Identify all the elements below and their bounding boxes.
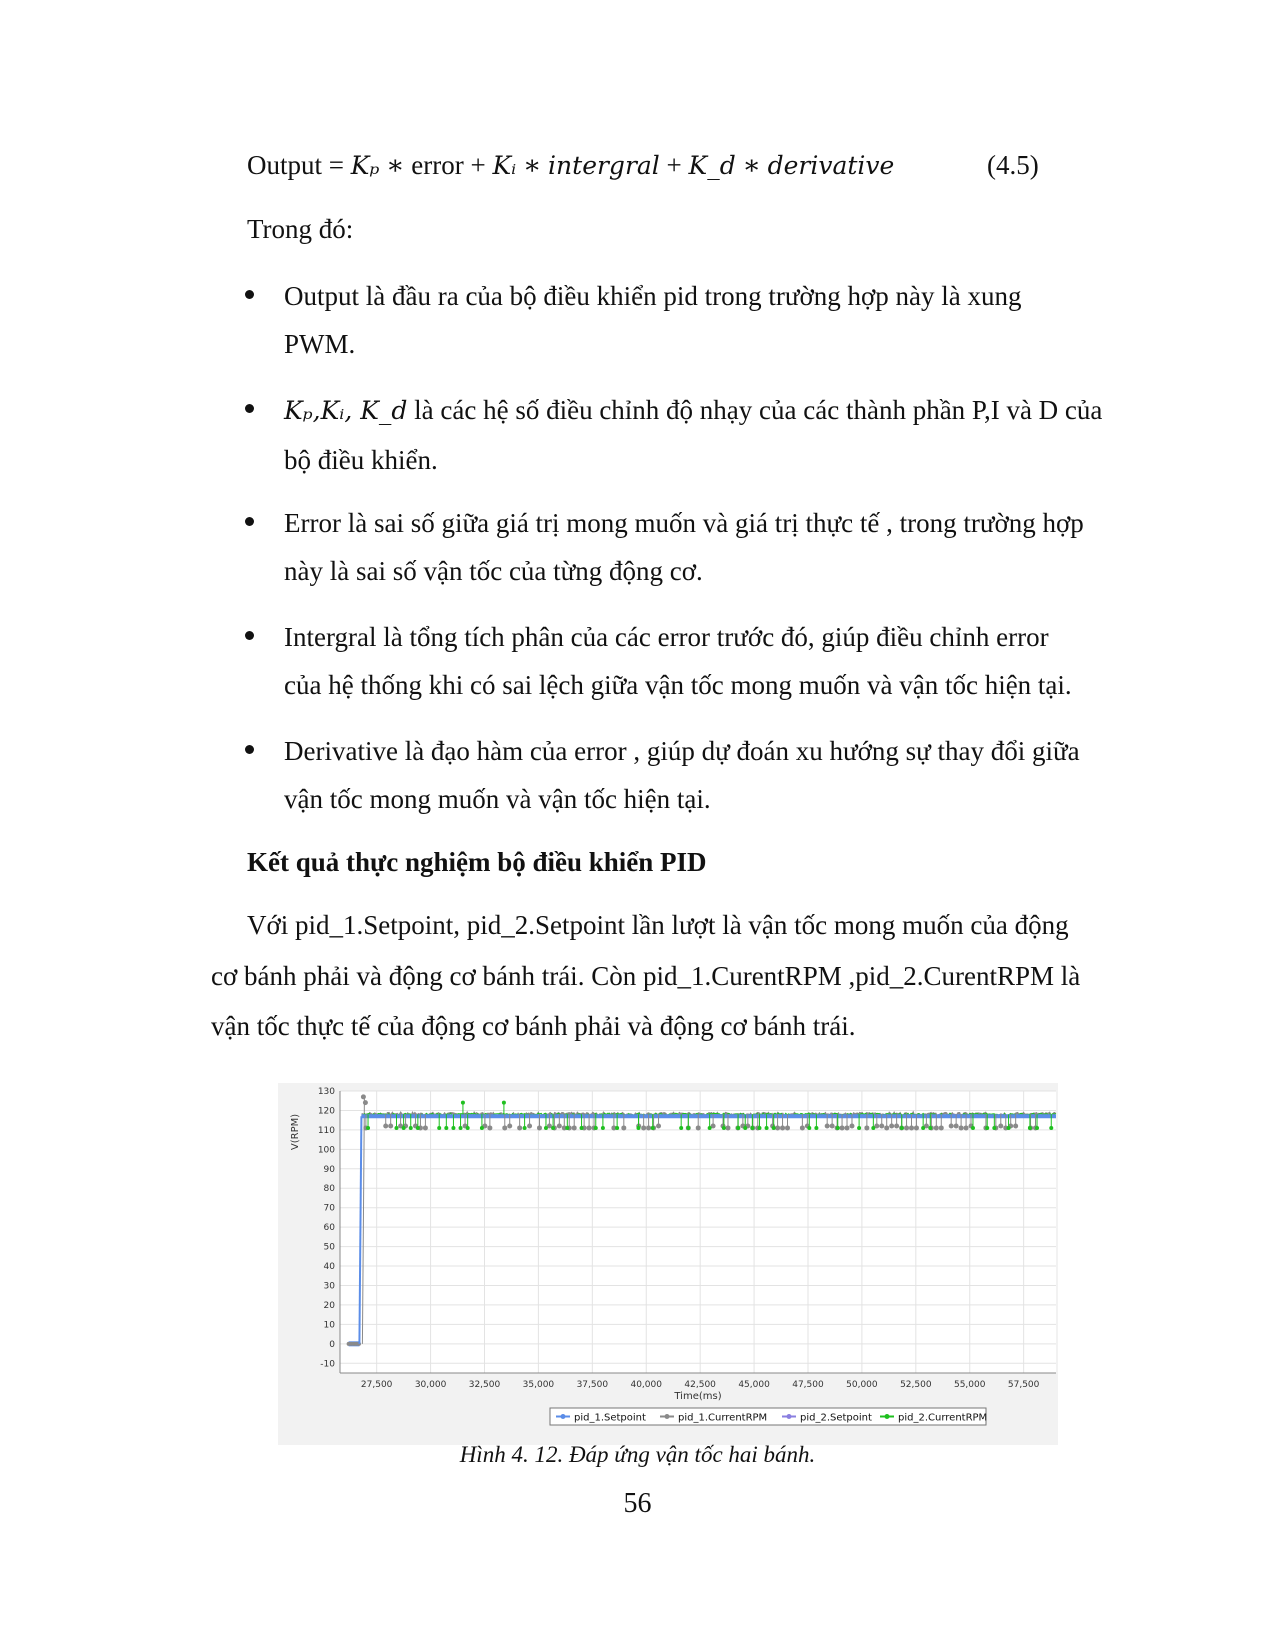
y-tick-label: 110 — [317, 1125, 335, 1136]
pid2-dip-point — [636, 1126, 640, 1130]
bullet-dot — [245, 404, 254, 413]
pid2-dip-point — [523, 1126, 527, 1130]
pid2-dip-point — [686, 1126, 690, 1130]
pid1-dip-point — [646, 1125, 651, 1130]
bullet-4-line-1: Intergral là tổng tích phân của các error trước đó, giúp điều chỉnh error — [284, 622, 1049, 652]
y-tick-label: 120 — [317, 1106, 335, 1117]
pid1-dip-point — [964, 1125, 969, 1130]
y-tick-label: 40 — [323, 1262, 335, 1273]
pid1-dip-point — [840, 1125, 845, 1130]
pid1-dip-point — [572, 1125, 577, 1130]
pid1-dip-point — [383, 1124, 388, 1129]
bullet-dot — [245, 517, 254, 526]
x-tick-label: 32,500 — [468, 1380, 501, 1390]
pid1-dip-point — [800, 1125, 805, 1130]
pid1-dip-point — [1013, 1124, 1018, 1129]
pid1-dip-point — [864, 1125, 869, 1130]
pid2-dip-point — [601, 1126, 605, 1130]
pid1-dip-point — [725, 1125, 730, 1130]
pid2-dip-point — [750, 1126, 754, 1130]
pid2-dip-point — [921, 1126, 925, 1130]
pid2-dip-point — [580, 1126, 584, 1130]
pid1-dip-point — [517, 1125, 522, 1130]
intro-text: Trong đó: — [247, 214, 354, 244]
pid1-dip-point — [849, 1124, 854, 1129]
eq-t2: ∗ — [516, 150, 549, 180]
pid2-dip-point — [1049, 1126, 1053, 1130]
pid2-dip-point — [757, 1126, 761, 1130]
pid2-dip-point — [871, 1126, 875, 1130]
pid2-peak-point — [461, 1101, 465, 1105]
legend-marker — [561, 1414, 566, 1419]
eq-kp: Kₚ — [350, 151, 380, 180]
paragraph-line-1: Với pid_1.Setpoint, pid_2.Setpoint lần lượt là vận tốc mong muốn của động — [247, 910, 1069, 940]
pid1-dip-point — [487, 1125, 492, 1130]
x-tick-label: 50,000 — [846, 1380, 878, 1390]
eq-t3: + — [659, 150, 689, 180]
pid2-dip-point — [814, 1126, 818, 1130]
pid2-dip-point — [708, 1126, 712, 1130]
pid2-dip-point — [594, 1126, 598, 1130]
pid1-dip-point — [641, 1125, 646, 1130]
pid2-dip-point — [900, 1126, 904, 1130]
x-tick-label: 40,000 — [630, 1380, 662, 1390]
legend-label: pid_1.CurrentRPM — [678, 1412, 768, 1424]
pid1-dip-point — [507, 1124, 512, 1129]
y-tick-label: 0 — [329, 1339, 335, 1350]
eq-kd: K_d — [688, 151, 736, 180]
plot-area — [340, 1091, 1056, 1373]
pid2-dip-point — [551, 1126, 555, 1130]
y-tick-label: -10 — [320, 1359, 335, 1370]
x-axis-title: Time(ms) — [674, 1391, 722, 1402]
y-tick-label: 80 — [323, 1184, 335, 1195]
pid2-dip-point — [565, 1126, 569, 1130]
pid1-dip-point — [909, 1125, 914, 1130]
pid1-dip-point — [884, 1125, 889, 1130]
chart-figure — [278, 1083, 1058, 1445]
pid2-dip-point — [1028, 1126, 1032, 1130]
y-tick-label: 10 — [323, 1320, 335, 1331]
y-tick-label: 90 — [323, 1164, 335, 1175]
pid2-dip-point — [480, 1126, 484, 1130]
y-tick-label: 30 — [323, 1281, 335, 1292]
x-tick-label: 35,000 — [522, 1380, 555, 1390]
pid1-dip-point — [621, 1125, 626, 1130]
page-number: 56 — [623, 1488, 652, 1519]
pid2-dip-point — [366, 1126, 370, 1130]
bullet-1-line-1: Output là đầu ra của bộ điều khiển pid trong trường hợp này là xung — [284, 281, 1022, 311]
pid2-dip-point — [459, 1126, 463, 1130]
paragraph-line-2: cơ bánh phải và động cơ bánh trái. Còn pid_1.CurentRPM ,pid_2.CurentRPM là — [211, 961, 1081, 991]
pid2-peak-point — [502, 1101, 506, 1105]
y-tick-label: 100 — [317, 1145, 335, 1156]
pid1-dip-point — [825, 1124, 830, 1129]
x-tick-label: 42,500 — [684, 1380, 716, 1390]
pid1-dip-point — [785, 1125, 790, 1130]
pid1-dip-point — [959, 1125, 964, 1130]
pid2-dip-point — [743, 1126, 747, 1130]
bullet-2-symbols: Kₚ,Kᵢ, K_d — [284, 396, 408, 425]
x-tick-label: 55,000 — [953, 1380, 986, 1390]
legend-label: pid_1.Setpoint — [574, 1412, 646, 1424]
x-tick-label: 47,500 — [792, 1380, 824, 1390]
x-tick-label: 45,000 — [738, 1380, 770, 1390]
pid1-dip-point — [894, 1124, 899, 1129]
legend-label: pid_2.CurrentRPM — [898, 1412, 988, 1424]
y-tick-label: 60 — [323, 1223, 335, 1234]
pid2-dip-point — [807, 1126, 811, 1130]
chart-svg — [278, 1083, 1058, 1445]
bullet-2-text: là các hệ số điều chỉnh độ nhạy của các thành phần P,I và D của — [407, 395, 1103, 425]
pid1-dip-point — [557, 1124, 562, 1129]
pid1-dip-point — [775, 1125, 780, 1130]
x-tick-label: 30,000 — [414, 1380, 447, 1390]
pid2-dip-point — [444, 1126, 448, 1130]
pid2-dip-point — [1035, 1126, 1039, 1130]
pid2-dip-point — [765, 1126, 769, 1130]
eq-t1: ∗ error + — [379, 150, 493, 180]
y-tick-label: 20 — [323, 1300, 335, 1311]
bullet-4-line-2: của hệ thống khi có sai lệch giữa vận tốc mong muốn và vận tốc hiện tại. — [284, 670, 1072, 700]
pid1-dip-point — [879, 1124, 884, 1129]
y-tick-label: 130 — [317, 1087, 335, 1097]
pid2-dip-point — [437, 1126, 441, 1130]
bullet-2-line-2: bộ điều khiển. — [284, 445, 438, 475]
pid1-dip-point — [998, 1124, 1003, 1129]
y-tick-label: 70 — [323, 1203, 335, 1214]
pid2-dip-point — [1007, 1126, 1011, 1130]
pid1-dip-point — [914, 1125, 919, 1130]
pid1-dip-point — [830, 1124, 835, 1129]
pid2-dip-point — [836, 1126, 840, 1130]
pid1-dip-point — [423, 1125, 428, 1130]
y-tick-label: 50 — [323, 1242, 335, 1253]
x-tick-label: 57,500 — [1007, 1380, 1040, 1390]
legend-marker — [885, 1414, 890, 1419]
pid1-peak-point — [363, 1100, 368, 1105]
bullet-dot — [245, 745, 254, 754]
pid2-dip-point — [466, 1126, 470, 1130]
eq-ki: Kᵢ — [492, 151, 517, 180]
bullet-3-line-1: Error là sai số giữa giá trị mong muốn và giá trị thực tế , trong trường hợp — [284, 508, 1084, 538]
pid2-dip-point — [985, 1126, 989, 1130]
pid2-dip-point — [615, 1126, 619, 1130]
pid1-dip-point — [939, 1125, 944, 1130]
pid1-dip-point — [527, 1124, 532, 1129]
legend-marker — [665, 1414, 670, 1419]
pid1-dip-point — [845, 1125, 850, 1130]
pid2-dip-point — [722, 1126, 726, 1130]
eq-t4: ∗ — [735, 150, 768, 180]
pid2-dip-point — [928, 1126, 932, 1130]
equation — [247, 148, 894, 183]
pid2-dip-point — [772, 1126, 776, 1130]
pid1-dip-point — [696, 1125, 701, 1130]
x-tick-label: 27,500 — [360, 1380, 393, 1390]
pid2-dip-point — [395, 1126, 399, 1130]
bullet-1-line-2: PWM. — [284, 329, 356, 359]
pid2-dip-point — [402, 1126, 406, 1130]
section-heading: Kết quả thực nghiệm bộ điều khiển PID — [247, 847, 707, 877]
pid1-dip-point — [656, 1124, 661, 1129]
pid2-dip-point — [992, 1126, 996, 1130]
y-axis-title: V(RPM) — [290, 1113, 301, 1151]
pid2-dip-point — [679, 1126, 683, 1130]
pid1-dip-point — [587, 1125, 592, 1130]
pid1-dip-point — [537, 1125, 542, 1130]
bullet-2-line-1 — [284, 393, 1102, 428]
bullet-3-line-2: này là sai số vận tốc của từng động cơ. — [284, 556, 703, 586]
pid2-dip-point — [416, 1126, 420, 1130]
pid2-dip-point — [451, 1126, 455, 1130]
bullet-dot — [245, 290, 254, 299]
figure-caption: Hình 4. 12. Đáp ứng vận tốc hai bánh. — [459, 1442, 816, 1467]
pid2-dip-point — [651, 1126, 655, 1130]
pid1-dip-point — [949, 1124, 954, 1129]
pid1-dip-point — [954, 1124, 959, 1129]
eq-derivative: derivative — [767, 151, 895, 180]
bullet-5-line-2: vận tốc mong muốn và vận tốc hiện tại. — [284, 784, 711, 814]
pid2-dip-point — [736, 1126, 740, 1130]
legend-marker — [787, 1414, 792, 1419]
pid1-dip-point — [889, 1124, 894, 1129]
eq-integral: intergral — [548, 151, 660, 180]
bullet-dot — [245, 631, 254, 640]
pid1-dip-point — [934, 1125, 939, 1130]
pid1-dip-point — [502, 1125, 507, 1130]
x-tick-label: 37,500 — [576, 1380, 609, 1390]
pid1-dip-point — [388, 1124, 393, 1129]
bullet-5-line-1: Derivative là đạo hàm của error , giúp dự đoán xu hướng sự thay đổi giữa — [284, 736, 1080, 766]
pid1-dip-point — [780, 1125, 785, 1130]
pid1-dip-point — [904, 1125, 909, 1130]
pid1-peak-point — [361, 1094, 366, 1099]
pid2-dip-point — [857, 1126, 861, 1130]
equation-number: (4.5) — [987, 150, 1039, 180]
x-tick-label: 52,500 — [900, 1380, 932, 1390]
eq-lhs: Output = — [247, 150, 351, 180]
legend-label: pid_2.Setpoint — [800, 1412, 872, 1424]
pid2-dip-point — [544, 1126, 548, 1130]
pid2-dip-point — [409, 1126, 413, 1130]
pid2-dip-point — [971, 1126, 975, 1130]
paragraph-line-3: vận tốc thực tế của động cơ bánh phải và động cơ bánh trái. — [211, 1011, 856, 1041]
